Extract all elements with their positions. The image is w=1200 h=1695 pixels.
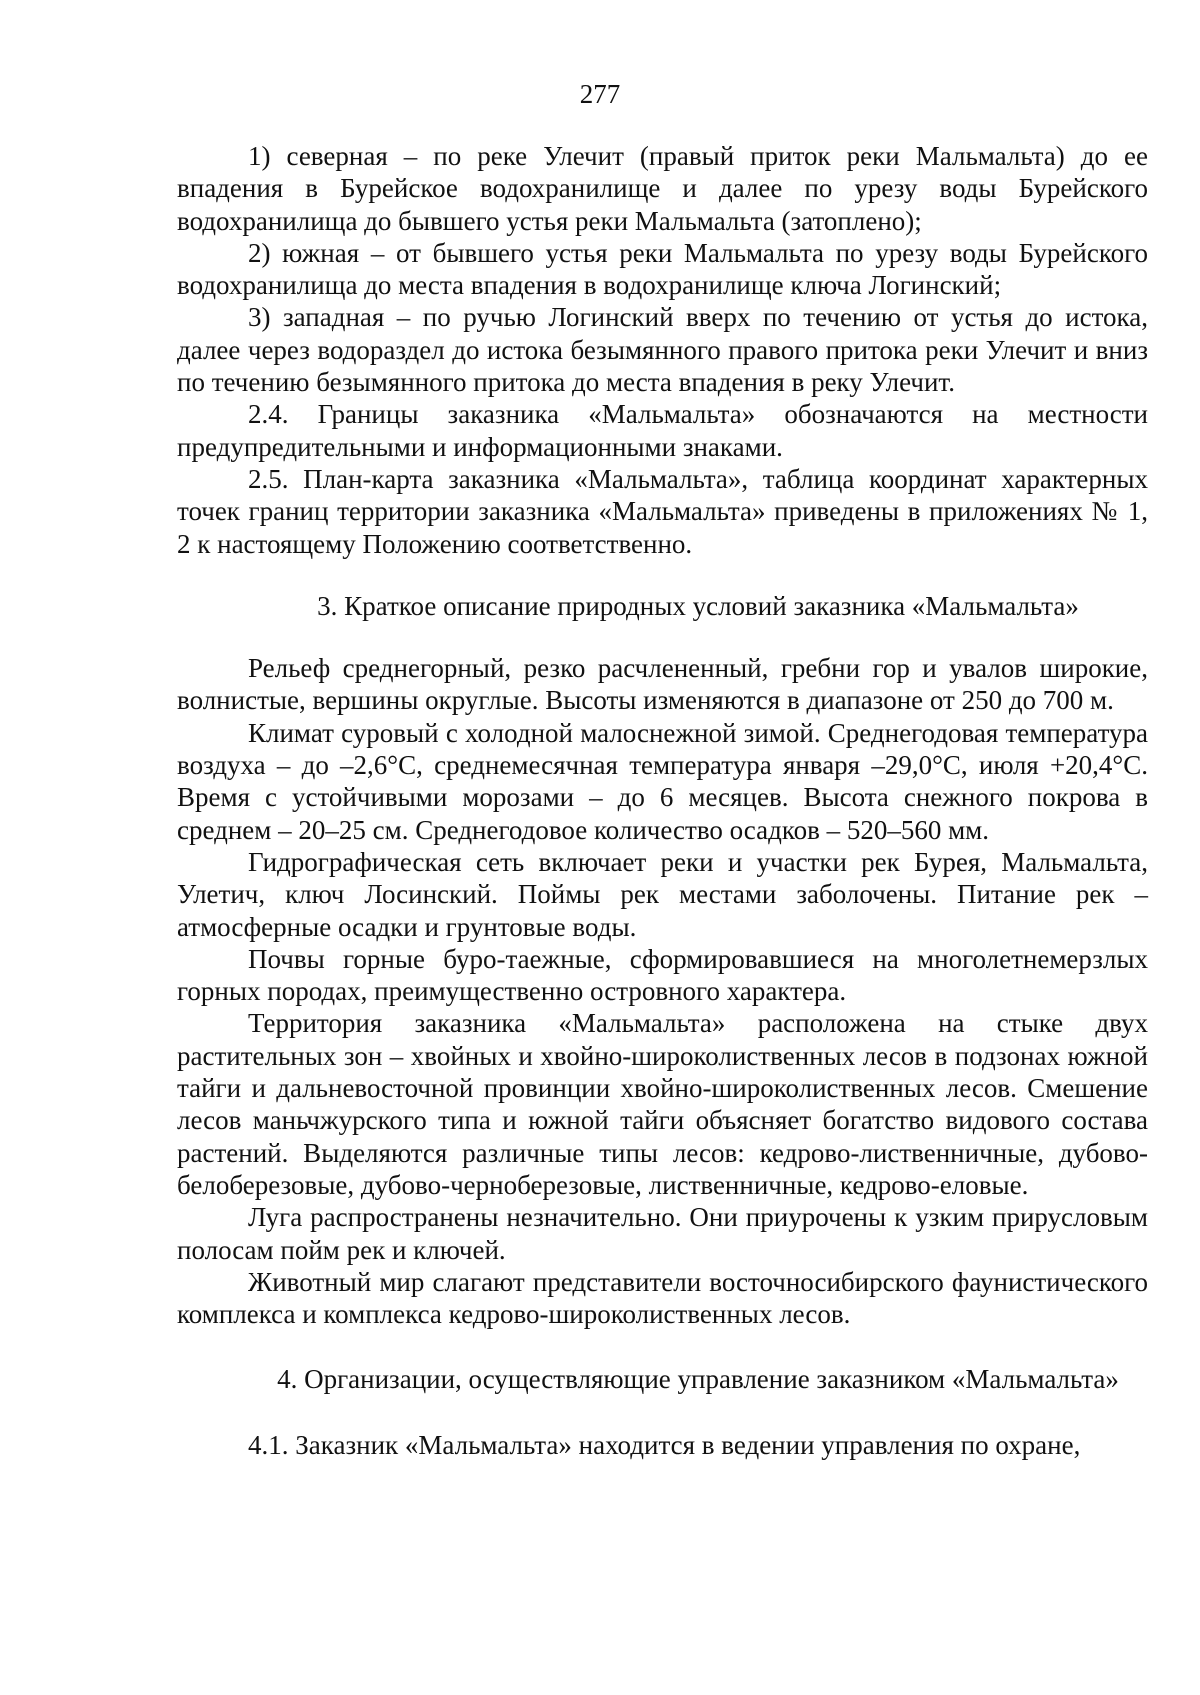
document-body [177,140,1148,1461]
clause-2-4-paragraph: 2.4. Границы заказника «Мальмальта» обозначаются на местности предупредительными и информационными знаками. [177,399,1148,462]
section-4-heading: 4. Организации, осуществляющие управление заказником «Мальмальта» [277,1364,1119,1395]
climate-paragraph: Климат суровый с холодной малоснежной зимой. Среднегодовая температура воздуха – до –2,6°С, среднемесячная температура января –29,0°С, июля +20,4°С. Время с устойчивыми морозами – до 6 месяцев. Высота снежного покрова в среднем – 20–25 см. Среднегодовое количество осадков – 520–560 мм. [177,717,1148,845]
clause-2-5-paragraph: 2.5. План-карта заказника «Мальмальта», таблица координат характерных точек границ территории заказника «Мальмальта» приведены в приложениях № 1, 2 к настоящему Положению соответственно. [177,463,1148,559]
relief-paragraph: Рельеф среднегорный, резко расчлененный, гребни гор и увалов широкие, волнистые, вершины округлые. Высоты изменяются в диапазоне от 250 до 700 м. [177,653,1148,716]
meadows-paragraph: Луга распространены незначительно. Они приурочены к узким прирусловым полосам пойм рек и ключей. [177,1202,1148,1265]
page-number: 277 [579,79,621,109]
hydrography-paragraph: Гидрографическая сеть включает реки и участки рек Бурея, Мальмальта, Улетич, ключ Лосинский. Поймы рек местами заболочены. Питание рек – атмосферные осадки и грунтовые воды. [177,846,1148,942]
section-3-heading: 3. Краткое описание природных условий заказника «Мальмальта» [317,590,1079,621]
boundary-west-paragraph: 3) западная – по ручью Логинский вверх по течению от устья до истока, далее через водораздел до истока безымянного правого притока реки Улечит и вниз по течению безымянного притока до места впадения в реку Улечит. [177,302,1148,398]
vegetation-paragraph: Территория заказника «Мальмальта» расположена на стыке двух растительных зон – хвойных и хвойно-широколиственных лесов в подзонах южной тайги и дальневосточной провинции хвойно-широколиственных лесов. Смешение лесов маньчжурского типа и южной тайги объясняет богатство видового состава растений. Выделяются различные типы лесов: кедрово-лиственничные, дубово-белоберезовые, дубово-черноберезовые, лиственничные, кедрово-еловые. [177,1008,1148,1200]
soils-paragraph: Почвы горные буро-таежные, сформировавшиеся на многолетнемерзлых горных породах, преимущественно островного характера. [177,943,1148,1007]
boundary-north-paragraph: 1) северная – по реке Улечит (правый приток реки Мальмальта) до ее впадения в Бурейское водохранилище и далее по урезу воды Бурейского водохранилища до бывшего устья реки Мальмальта (затоплено); [177,141,1148,236]
fauna-paragraph: Животный мир слагают представители восточносибирского фаунистического комплекса и комплекса кедрово-широколиственных лесов. [177,1266,1148,1330]
boundary-south-paragraph: 2) южная – от бывшего устья реки Мальмальта по урезу воды Бурейского водохранилища до места впадения в водохранилище ключа Логинский; [177,237,1148,301]
clause-4-1-paragraph: 4.1. Заказник «Мальмальта» находится в ведении управления по охране, [248,1429,1081,1460]
